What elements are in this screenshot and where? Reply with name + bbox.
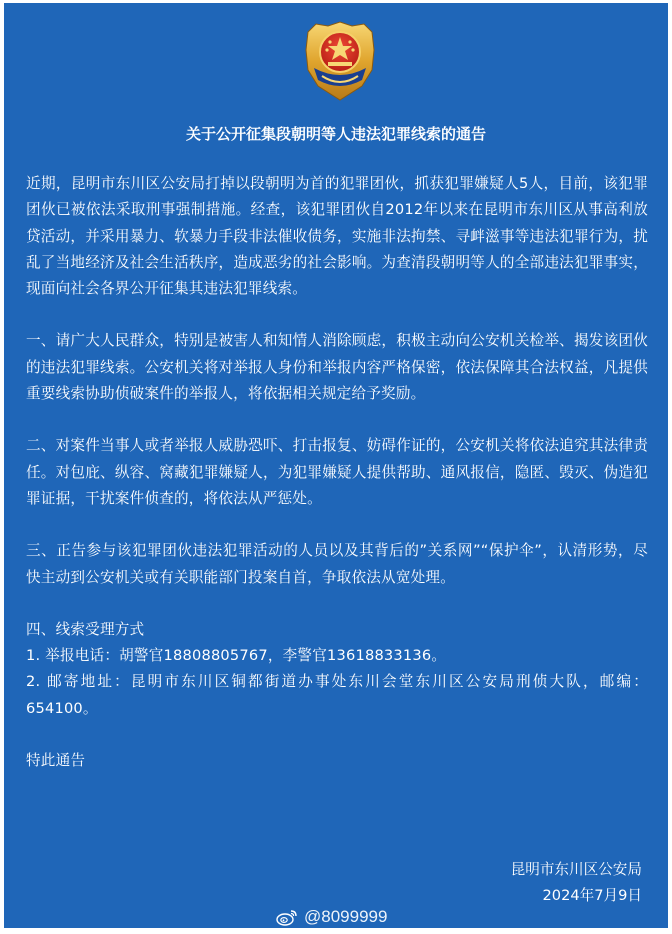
paragraph-gap bbox=[26, 722, 648, 748]
paragraph-gap bbox=[26, 302, 648, 328]
weibo-icon bbox=[276, 908, 298, 926]
address-line: 2. 邮寄地址：昆明市东川区铜都街道办事处东川会堂东川区公安局刑侦大队，邮编：654100。 bbox=[26, 673, 648, 717]
section-1-paragraph: 一、请广大人民群众，特别是被害人和知情人消除顾虑，积极主动向公安机关检举、揭发该团伙的违法犯罪线索。公安机关将对举报人身份和举报内容严格保密，依法保障其合法权益，凡提供重要线索协助侦破案件的举报人，将依据相关规定给予奖励。 bbox=[26, 332, 648, 403]
paragraph-gap bbox=[26, 591, 648, 617]
notice-title: 关于公开征集段朝明等人违法犯罪线索的通告 bbox=[185, 125, 486, 143]
issuer-name: 昆明市东川区公安局 bbox=[510, 861, 642, 878]
closing-line: 特此通告 bbox=[26, 752, 86, 770]
weibo-watermark bbox=[276, 904, 387, 930]
section-3-paragraph: 三、正告参与该犯罪团伙违法犯罪活动的人员以及其背后的”关系网”“保护伞”，认清形势，尽快主动到公安机关或有关职能部门投案自首，争取依法从宽处理。 bbox=[26, 542, 648, 586]
intro-paragraph: 近期，昆明市东川区公安局打掉以段朝明为首的犯罪团伙，抓获犯罪嫌疑人5人，目前，该犯罪团伙已被依法采取刑事强制措施。经查，该犯罪团伙自2012年以来在昆明市东川区从事高利放贷活动，并采用暴力、软暴力手段非法催收债务，实施非法拘禁、寻衅滋事等违法犯罪行为，扰乱了当地经济及社会生活秩序，造成恶劣的社会影响。为查清段朝明等人的全部违法犯罪事实，现面向社会各界公开征集其违法犯罪线索。 bbox=[26, 175, 648, 298]
section-4-heading: 四、线索受理方式 bbox=[26, 620, 145, 638]
notice-body bbox=[26, 171, 648, 774]
paragraph-gap bbox=[26, 407, 648, 433]
weibo-handle: @8099999 bbox=[304, 907, 388, 926]
police-emblem-icon bbox=[302, 20, 378, 102]
phone-line: 1. 举报电话：胡警官18808805767，李警官13618833136。 bbox=[26, 647, 447, 665]
section-2-paragraph: 二、对案件当事人或者举报人威胁恐吓、打击报复、妨碍作证的，公安机关将依法追究其法律责任。对包庇、纵容、窝藏犯罪嫌疑人，为犯罪嫌疑人提供帮助、通风报信，隐匿、毁灭、伪造犯罪证据，干扰案件侦查的，将依法从严惩处。 bbox=[26, 437, 648, 507]
notice-panel bbox=[4, 3, 668, 928]
issue-date: 2024年7月9日 bbox=[542, 887, 642, 904]
paragraph-gap bbox=[26, 512, 648, 538]
signature-block bbox=[511, 857, 642, 909]
